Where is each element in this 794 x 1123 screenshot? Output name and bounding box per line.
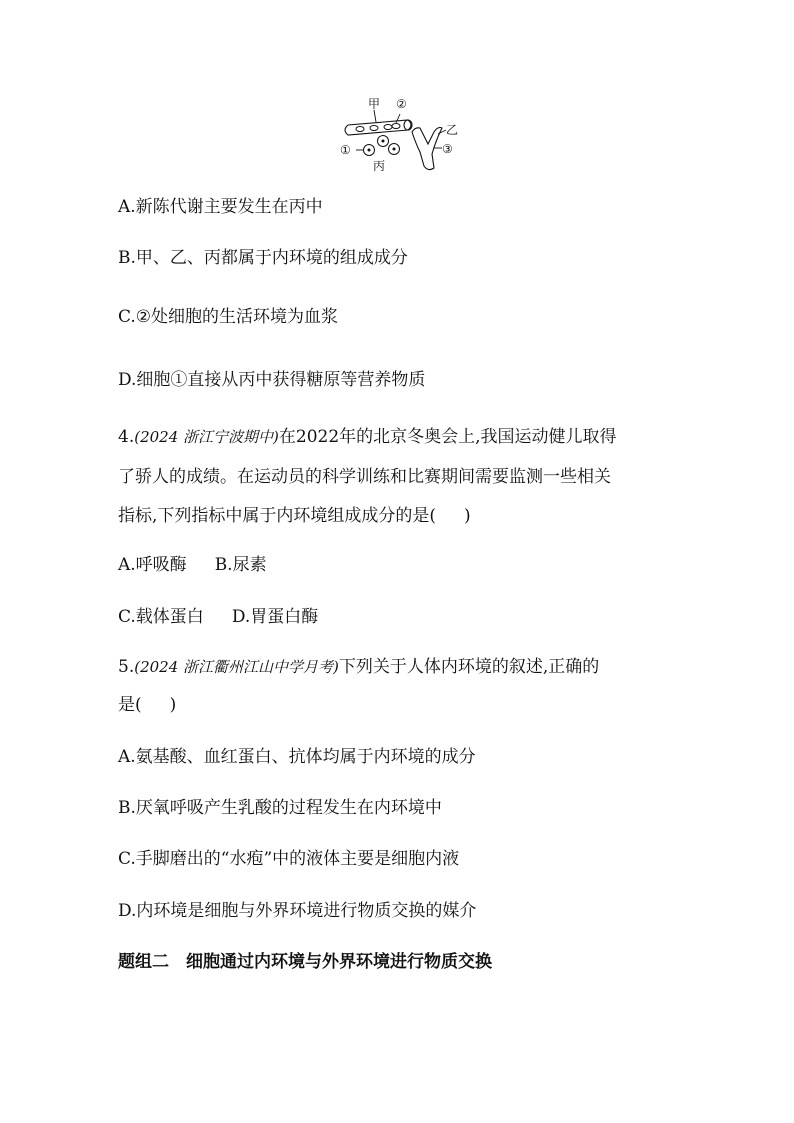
blood-cell bbox=[370, 126, 378, 131]
blood-cell bbox=[356, 127, 364, 132]
q4-text-1: 在2022年的北京冬奥会上,我国运动健儿取得 bbox=[278, 427, 617, 447]
q5-text-2-close: ) bbox=[169, 695, 177, 715]
q4-stem-line3 bbox=[118, 505, 471, 527]
q5-text-1: 下列关于人体内环境的叙述,正确的 bbox=[338, 657, 600, 677]
q5-number: 5. bbox=[118, 657, 135, 677]
q4-option-c: C.载体蛋白 bbox=[118, 607, 204, 627]
q4-text-3: 指标,下列指标中属于内环境组成成分的是( bbox=[118, 506, 437, 526]
q4-option-d: D.胃蛋白酶 bbox=[231, 607, 319, 627]
q3-option-b: B.甲、乙、丙都属于内环境的组成成分 bbox=[118, 248, 408, 268]
q4-option-a: A.呼吸酶 bbox=[118, 555, 187, 575]
q4-text-3-close: ) bbox=[464, 506, 471, 526]
q4-stem-line1 bbox=[118, 426, 617, 448]
pointer-line-2 bbox=[396, 114, 400, 123]
pointer-line-jia bbox=[374, 110, 376, 122]
label-bing: 丙 bbox=[373, 159, 386, 173]
label-3: ③ bbox=[442, 142, 453, 156]
label-yi: 乙 bbox=[446, 123, 459, 137]
label-2: ② bbox=[396, 97, 407, 111]
q4-option-b: B.尿素 bbox=[214, 555, 267, 575]
tissue-diagram bbox=[330, 92, 470, 174]
q4-options-row1 bbox=[118, 554, 267, 576]
lymphatic-vessel bbox=[412, 128, 442, 170]
section-heading: 题组二 细胞通过内环境与外界环境进行物质交换 bbox=[118, 952, 492, 972]
cell-nucleus bbox=[368, 149, 371, 152]
label-1: ① bbox=[340, 143, 351, 157]
q4-options-row2 bbox=[118, 606, 318, 628]
q5-option-c: C.手脚磨出的“水疱”中的液体主要是细胞内液 bbox=[118, 849, 460, 869]
cell-nucleus bbox=[382, 140, 385, 143]
cell-nucleus bbox=[393, 148, 396, 151]
label-jia: 甲 bbox=[368, 97, 381, 111]
q5-source: (2024 浙江衢州江山中学月考) bbox=[134, 658, 339, 676]
q3-option-d: D.细胞①直接从丙中获得糖原等营养物质 bbox=[118, 370, 426, 390]
q5-text-2: 是( bbox=[118, 695, 142, 715]
blood-cell bbox=[392, 124, 400, 129]
q5-option-d: D.内环境是细胞与外界环境进行物质交换的媒介 bbox=[118, 901, 477, 921]
tissue-diagram-svg bbox=[330, 92, 470, 174]
pointer-line-yi bbox=[438, 130, 446, 134]
q5-option-b: B.厌氧呼吸产生乳酸的过程发生在内环境中 bbox=[118, 798, 442, 818]
q5-option-a: A.氨基酸、血红蛋白、抗体均属于内环境的成分 bbox=[118, 747, 476, 767]
q4-number: 4. bbox=[118, 427, 135, 447]
q5-stem-line1 bbox=[118, 656, 599, 678]
q4-stem-line2: 了骄人的成绩。在运动员的科学训练和比赛期间需要监测一些相关 bbox=[118, 467, 611, 487]
q5-stem-line2 bbox=[118, 694, 176, 716]
q4-source: (2024 浙江宁波期中) bbox=[134, 428, 279, 446]
q3-option-c: C.②处细胞的生活环境为血浆 bbox=[118, 307, 339, 327]
q3-option-a: A.新陈代谢主要发生在丙中 bbox=[118, 197, 323, 217]
blood-cell bbox=[384, 125, 392, 130]
